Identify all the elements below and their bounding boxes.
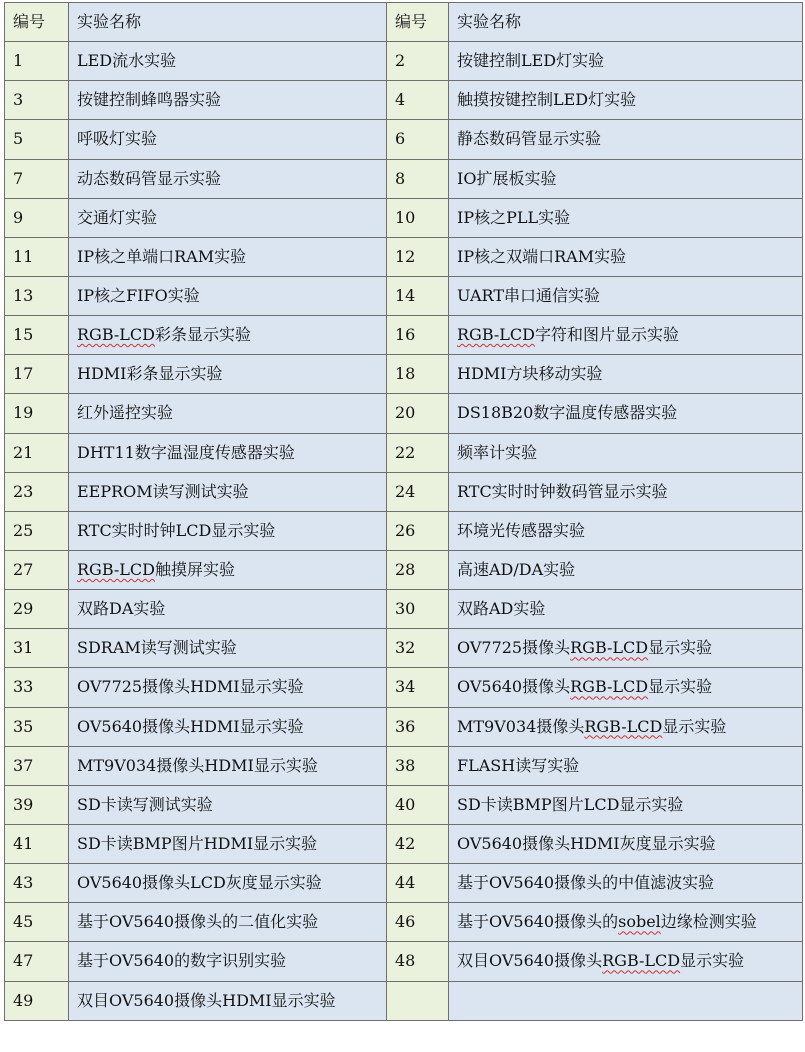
experiment-number-left: 39 (5, 785, 69, 824)
header-name-right: 实验名称 (449, 3, 803, 42)
table-row (5, 198, 803, 237)
experiment-name-right: SD卡读BMP图片LCD显示实验 (449, 785, 803, 824)
table-row (5, 707, 803, 746)
experiment-name-right: DS18B20数字温度传感器实验 (449, 394, 803, 433)
experiment-name-left: SD卡读BMP图片HDMI显示实验 (69, 824, 387, 863)
experiment-name-left: 双目OV5640摄像头HDMI显示实验 (69, 981, 387, 1020)
experiment-number-right: 40 (387, 785, 449, 824)
experiment-number-right: 48 (387, 942, 449, 981)
table-header-row (5, 3, 803, 42)
experiment-number-right: 18 (387, 355, 449, 394)
table-row (5, 785, 803, 824)
experiment-table (4, 2, 803, 1021)
experiment-name-left: HDMI彩条显示实验 (69, 355, 387, 394)
experiment-number-right: 20 (387, 394, 449, 433)
experiment-name-left: RGB-LCD触摸屏实验 (69, 550, 387, 589)
table-row (5, 276, 803, 315)
experiment-name-right: MT9V034摄像头RGB-LCD显示实验 (449, 707, 803, 746)
experiment-name-left: IP核之FIFO实验 (69, 276, 387, 315)
experiment-number-left: 23 (5, 472, 69, 511)
experiment-number-right: 14 (387, 276, 449, 315)
table-row (5, 316, 803, 355)
table-row (5, 42, 803, 81)
experiment-name-right: IO扩展板实验 (449, 159, 803, 198)
header-name-left: 实验名称 (69, 3, 387, 42)
experiment-number-left: 13 (5, 276, 69, 315)
table-row (5, 550, 803, 589)
experiment-name-right: 频率计实验 (449, 433, 803, 472)
experiment-name-right: 按键控制LED灯实验 (449, 42, 803, 81)
experiment-number-right: 26 (387, 511, 449, 550)
experiment-name-right (449, 981, 803, 1020)
experiment-number-right: 32 (387, 629, 449, 668)
experiment-name-left: SDRAM读写测试实验 (69, 629, 387, 668)
experiment-number-left: 29 (5, 590, 69, 629)
experiment-number-right: 36 (387, 707, 449, 746)
experiment-name-right: IP核之PLL实验 (449, 198, 803, 237)
experiment-name-right: RGB-LCD字符和图片显示实验 (449, 316, 803, 355)
experiment-name-right: 双路AD实验 (449, 590, 803, 629)
experiment-number-left: 43 (5, 864, 69, 903)
experiment-name-right: 高速AD/DA实验 (449, 550, 803, 589)
experiment-number-right: 10 (387, 198, 449, 237)
experiment-number-left: 5 (5, 120, 69, 159)
experiment-name-left: SD卡读写测试实验 (69, 785, 387, 824)
experiment-number-left: 31 (5, 629, 69, 668)
experiment-number-right (387, 981, 449, 1020)
experiment-number-left: 19 (5, 394, 69, 433)
experiment-name-left: RTC实时时钟LCD显示实验 (69, 511, 387, 550)
table-row (5, 629, 803, 668)
experiment-number-left: 41 (5, 824, 69, 863)
experiment-number-right: 2 (387, 42, 449, 81)
experiment-number-left: 15 (5, 316, 69, 355)
experiment-name-left: 双路DA实验 (69, 590, 387, 629)
experiment-number-left: 17 (5, 355, 69, 394)
experiment-name-right: 触摸按键控制LED灯实验 (449, 81, 803, 120)
experiment-number-left: 21 (5, 433, 69, 472)
experiment-name-left: RGB-LCD彩条显示实验 (69, 316, 387, 355)
table-row (5, 590, 803, 629)
experiment-name-right: 基于OV5640摄像头的中值滤波实验 (449, 864, 803, 903)
experiment-number-left: 3 (5, 81, 69, 120)
experiment-number-right: 30 (387, 590, 449, 629)
experiment-number-right: 42 (387, 824, 449, 863)
experiment-name-left: LED流水实验 (69, 42, 387, 81)
experiment-number-left: 1 (5, 42, 69, 81)
experiment-name-right: OV7725摄像头RGB-LCD显示实验 (449, 629, 803, 668)
table-row (5, 942, 803, 981)
experiment-number-right: 46 (387, 903, 449, 942)
experiment-name-left: EEPROM读写测试实验 (69, 472, 387, 511)
table-row (5, 903, 803, 942)
experiment-name-right: IP核之双端口RAM实验 (449, 237, 803, 276)
experiment-number-left: 9 (5, 198, 69, 237)
table-row (5, 120, 803, 159)
table-row (5, 159, 803, 198)
experiment-number-right: 34 (387, 668, 449, 707)
experiment-name-right: 双目OV5640摄像头RGB-LCD显示实验 (449, 942, 803, 981)
experiment-name-right: 基于OV5640摄像头的sobel边缘检测实验 (449, 903, 803, 942)
experiment-number-right: 44 (387, 864, 449, 903)
experiment-number-left: 45 (5, 903, 69, 942)
experiment-number-right: 38 (387, 746, 449, 785)
experiment-name-left: OV7725摄像头HDMI显示实验 (69, 668, 387, 707)
experiment-number-left: 7 (5, 159, 69, 198)
experiment-name-left: OV5640摄像头LCD灰度显示实验 (69, 864, 387, 903)
experiment-number-right: 16 (387, 316, 449, 355)
experiment-number-left: 27 (5, 550, 69, 589)
experiment-number-left: 33 (5, 668, 69, 707)
experiment-number-right: 4 (387, 81, 449, 120)
experiment-name-left: 呼吸灯实验 (69, 120, 387, 159)
experiment-name-right: 静态数码管显示实验 (449, 120, 803, 159)
experiment-name-left: 交通灯实验 (69, 198, 387, 237)
table-row (5, 433, 803, 472)
experiment-name-right: UART串口通信实验 (449, 276, 803, 315)
table-row (5, 746, 803, 785)
table-row (5, 824, 803, 863)
table-row (5, 472, 803, 511)
experiment-number-left: 25 (5, 511, 69, 550)
experiment-number-right: 28 (387, 550, 449, 589)
header-number-right: 编号 (387, 3, 449, 42)
experiment-name-left: 按键控制蜂鸣器实验 (69, 81, 387, 120)
experiment-number-right: 22 (387, 433, 449, 472)
experiment-name-left: IP核之单端口RAM实验 (69, 237, 387, 276)
experiment-name-right: OV5640摄像头HDMI灰度显示实验 (449, 824, 803, 863)
experiment-name-right: RTC实时时钟数码管显示实验 (449, 472, 803, 511)
experiment-number-right: 12 (387, 237, 449, 276)
table-row (5, 394, 803, 433)
experiment-table-body (5, 3, 803, 1021)
page-bottom-edge (0, 1048, 805, 1052)
experiment-number-left: 35 (5, 707, 69, 746)
experiment-number-left: 47 (5, 942, 69, 981)
experiment-name-left: 红外遥控实验 (69, 394, 387, 433)
experiment-name-right: FLASH读写实验 (449, 746, 803, 785)
experiment-name-left: 基于OV5640的数字识别实验 (69, 942, 387, 981)
table-row (5, 355, 803, 394)
header-number-left: 编号 (5, 3, 69, 42)
experiment-number-right: 8 (387, 159, 449, 198)
table-row (5, 668, 803, 707)
experiment-number-right: 24 (387, 472, 449, 511)
experiment-name-left: DHT11数字温湿度传感器实验 (69, 433, 387, 472)
table-row (5, 511, 803, 550)
table-row (5, 981, 803, 1020)
experiment-name-right: 环境光传感器实验 (449, 511, 803, 550)
experiment-name-left: MT9V034摄像头HDMI显示实验 (69, 746, 387, 785)
experiment-name-left: 动态数码管显示实验 (69, 159, 387, 198)
experiment-number-left: 37 (5, 746, 69, 785)
experiment-number-left: 11 (5, 237, 69, 276)
experiment-number-left: 49 (5, 981, 69, 1020)
table-row (5, 237, 803, 276)
experiment-name-right: HDMI方块移动实验 (449, 355, 803, 394)
table-row (5, 864, 803, 903)
table-row (5, 81, 803, 120)
experiment-name-left: OV5640摄像头HDMI显示实验 (69, 707, 387, 746)
experiment-name-left: 基于OV5640摄像头的二值化实验 (69, 903, 387, 942)
experiment-name-right: OV5640摄像头RGB-LCD显示实验 (449, 668, 803, 707)
experiment-number-right: 6 (387, 120, 449, 159)
